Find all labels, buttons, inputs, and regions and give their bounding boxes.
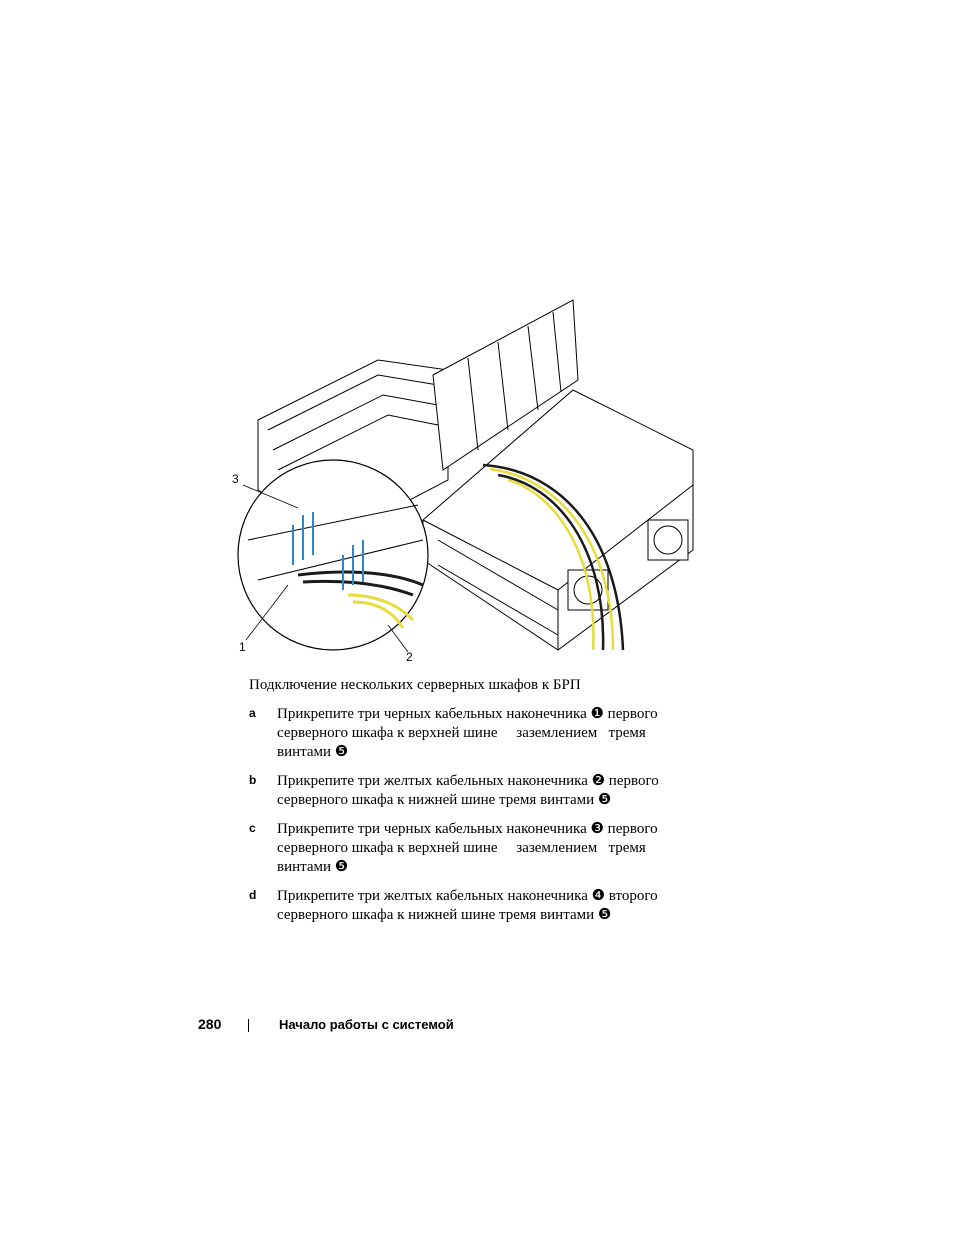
step-text: Прикрепите три желтых кабельных наконечника ❹ второго серверного шкафа к нижней шине тремя винтами ❺	[277, 888, 658, 923]
fan	[654, 526, 682, 554]
page-number: 280	[198, 1016, 222, 1032]
pdu-connection-illustration	[228, 290, 708, 670]
step-b	[249, 772, 689, 810]
step-list	[249, 705, 689, 935]
step-text: Прикрепите три желтых кабельных наконечника ❷ первого серверного шкафа к нижней шине тремя винтами ❺	[277, 773, 659, 808]
step-c	[249, 820, 689, 877]
callout-3: 3	[232, 472, 239, 486]
step-letter: d	[249, 888, 257, 902]
callout-1: 1	[239, 640, 246, 654]
figure-caption: Подключение нескольких серверных шкафов к БРП	[249, 677, 581, 693]
page-footer	[0, 1016, 954, 1036]
callout-2: 2	[406, 650, 413, 664]
footer-section-title: Начало работы с системой	[279, 1017, 454, 1032]
step-letter: c	[249, 821, 256, 835]
step-letter: b	[249, 773, 257, 787]
step-letter: a	[249, 706, 256, 720]
step-a	[249, 705, 689, 762]
step-text: Прикрепите три черных кабельных наконечника ❶ первого серверного шкафа к верхней шине заземлением тремя винтами ❺	[277, 706, 658, 760]
footer-divider	[248, 1019, 249, 1032]
illustration-svg	[228, 290, 708, 670]
step-text: Прикрепите три черных кабельных наконечника ❸ первого серверного шкафа к верхней шине заземлением тремя винтами ❺	[277, 821, 658, 875]
step-d	[249, 887, 689, 925]
